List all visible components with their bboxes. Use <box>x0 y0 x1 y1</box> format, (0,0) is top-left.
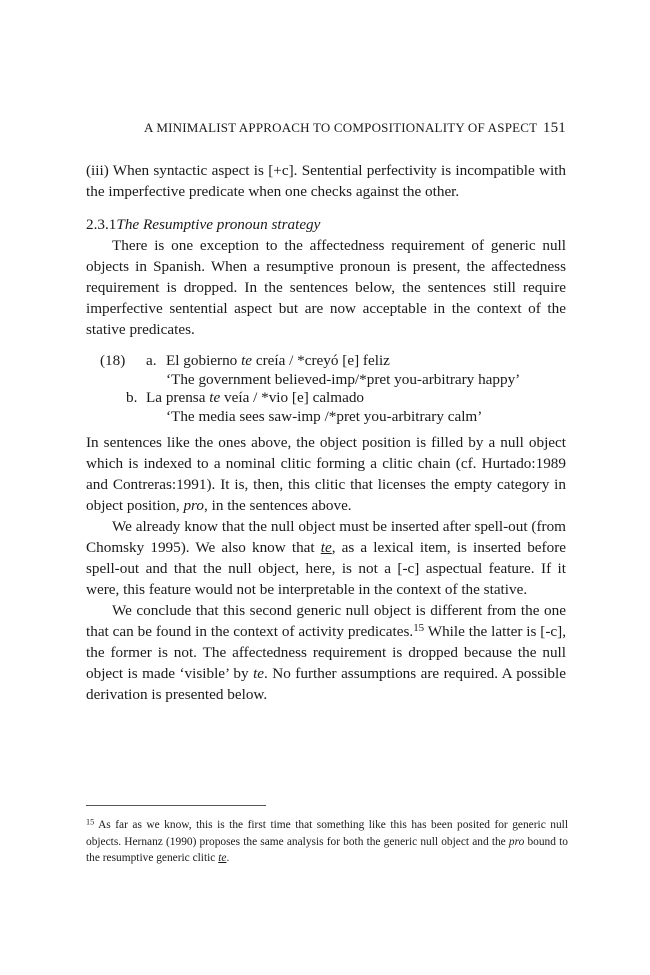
example-18a <box>100 352 560 371</box>
example-18b-gloss: ‘The media sees saw-imp /*pret you-arbitrary calm’ <box>166 407 483 425</box>
paragraph-conclude-text-2: While the latter is [-c], the former is not. The affectedness requirement is dropped because the null object is made ‘visible’ by <box>86 623 566 682</box>
paragraph-conclude-text-1: We conclude that this second generic null object is different from the one that can be found in the context of activity predicates. <box>86 602 566 640</box>
example-18b-text <box>146 389 364 408</box>
running-head <box>86 120 566 137</box>
paragraph-intro: There is one exception to the affectedness requirement of generic null objects in Spanish. When a resumptive pronoun is present, the affectedness requirement is dropped. In the sentences below, the sentences still require imperfective sentential aspect but are now acceptable in the context of the stative predicates. <box>86 237 566 338</box>
example-18b <box>100 389 560 408</box>
body-upper <box>86 160 566 340</box>
example-18a-pre: El gobierno <box>166 352 242 369</box>
example-18a-gloss: ‘The government believed-imp/*pret you-arbitrary happy’ <box>166 370 521 388</box>
example-18b-clitic: te <box>209 389 221 406</box>
paragraph-spellout-text-2: , as a lexical item, is inserted before spell-out and that the null object, here, is not a [-c] aspectual feature. If it were, this feature would not be interpretable in the context of the stative. <box>86 539 566 598</box>
footnote-text-1: As far as we know, this is the first time that something like this has been posited for generic null objects. Hernanz (1990) proposes the same analysis for both the generic null object and the <box>86 819 568 848</box>
paragraph-chain-pro: pro <box>183 497 204 514</box>
footnote-15 <box>86 817 568 867</box>
paragraph-chain-text-1: In sentences like the ones above, the object position is filled by a null object which is indexed to a nominal clitic forming a clitic chain (cf. Hurtado:1989 and Contreras:1991). It is, then, this clitic that licenses the empty category in object position, <box>86 434 566 514</box>
footnote-pro: pro <box>508 835 525 848</box>
footnote-text-3: . <box>226 852 230 864</box>
example-number: (18) <box>100 352 126 369</box>
example-18a-clitic: te <box>241 352 253 369</box>
paragraph-spellout-te: te <box>320 539 332 556</box>
body-lower <box>86 432 566 705</box>
paragraph-conclude-te: te <box>253 665 265 682</box>
paragraph-chain-text-2: , in the sentences above. <box>204 497 352 514</box>
example-18b-post: veía / *vio [e] calmado <box>220 389 365 406</box>
footnote-reference-15: 15 <box>413 622 425 635</box>
example-letter-a: a. <box>146 352 157 369</box>
footnote-te: te <box>218 852 227 864</box>
paragraph-iii: (iii) When syntactic aspect is [+c]. Sentential perfectivity is incompatible with the imperfective predicate when one checks against the other. <box>86 162 566 200</box>
example-18 <box>100 352 560 426</box>
section-title: The Resumptive pronoun strategy <box>116 216 321 233</box>
paragraph-conclude-text-3: . No further assumptions are required. A possible derivation is presented below. <box>86 665 566 703</box>
footnote-text-2: bound to the resumptive generic clitic <box>86 835 568 864</box>
section-number: 2.3.1 <box>86 216 117 233</box>
example-18b-pre: La prensa <box>146 389 210 406</box>
paragraph-chain <box>86 432 566 516</box>
running-head-title: A MINIMALIST APPROACH TO COMPOSITIONALITY OF ASPECT <box>144 120 538 135</box>
footnote-mark: 15 <box>86 817 95 827</box>
section-heading <box>86 214 566 235</box>
paragraph-conclude <box>86 600 566 705</box>
paragraph-spellout-text-1: We already know that the null object must be inserted after spell-out (from Chomsky 1995). We also know that <box>86 518 566 556</box>
footnote-rule <box>86 805 266 806</box>
example-18a-text <box>166 352 390 371</box>
example-18a-post: creía / *creyó [e] feliz <box>252 352 390 369</box>
page-number: 151 <box>542 120 566 136</box>
example-letter-b: b. <box>126 389 138 406</box>
paragraph-spellout <box>86 516 566 600</box>
